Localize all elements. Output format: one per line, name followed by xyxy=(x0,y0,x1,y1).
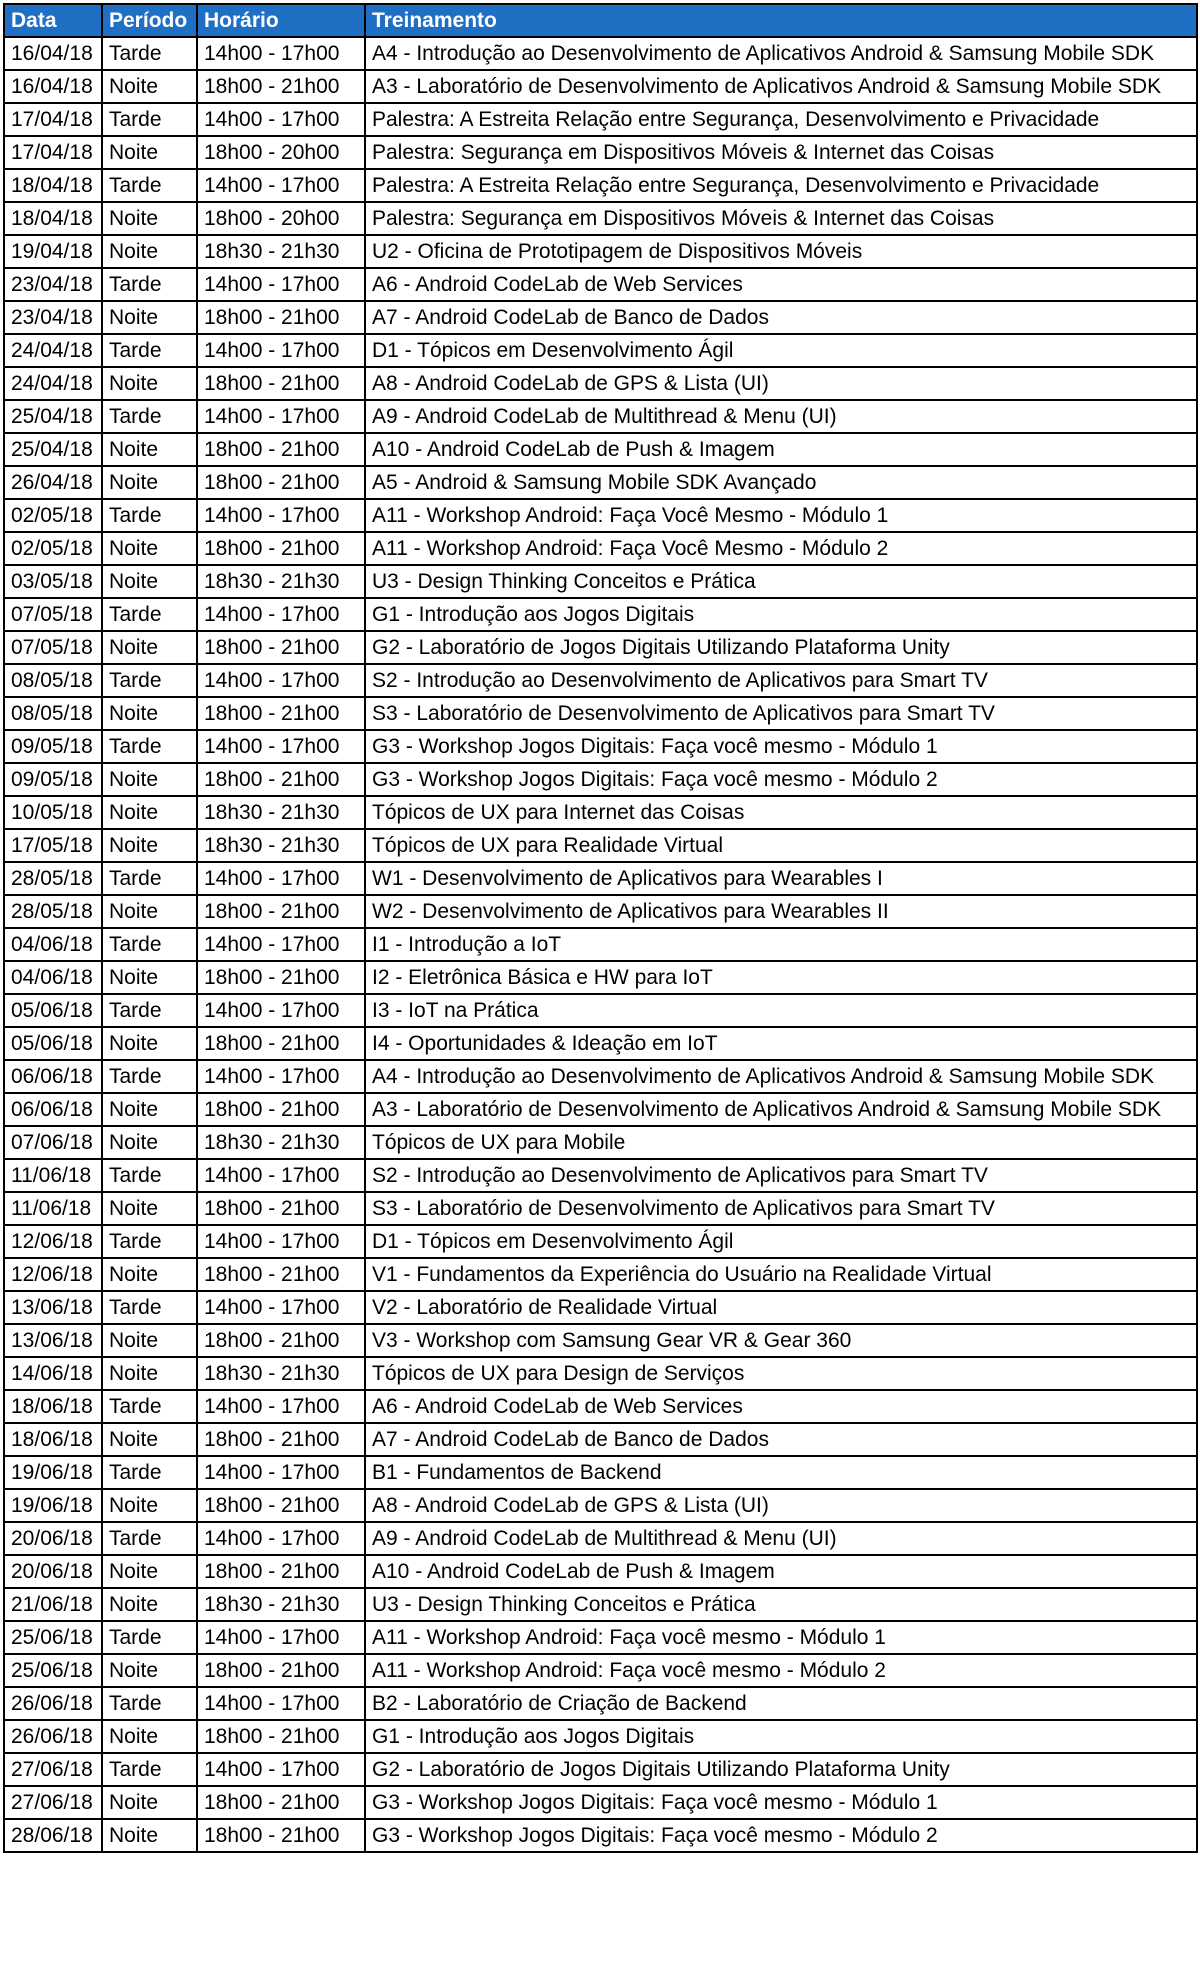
cell-time: 18h00 - 21h00 xyxy=(197,1027,365,1060)
cell-period: Noite xyxy=(102,433,197,466)
training-schedule-table xyxy=(3,3,1198,1853)
header-row xyxy=(4,4,1197,37)
cell-time: 18h30 - 21h30 xyxy=(197,235,365,268)
table-row xyxy=(4,1324,1197,1357)
table-row xyxy=(4,961,1197,994)
cell-date: 04/06/18 xyxy=(4,928,102,961)
cell-date: 28/05/18 xyxy=(4,895,102,928)
cell-time: 14h00 - 17h00 xyxy=(197,862,365,895)
cell-training: I4 - Oportunidades & Ideação em IoT xyxy=(365,1027,1197,1060)
cell-time: 18h00 - 21h00 xyxy=(197,763,365,796)
cell-training: V3 - Workshop com Samsung Gear VR & Gear 360 xyxy=(365,1324,1197,1357)
table-row xyxy=(4,1654,1197,1687)
cell-time: 14h00 - 17h00 xyxy=(197,1225,365,1258)
cell-period: Tarde xyxy=(102,1060,197,1093)
cell-time: 18h00 - 21h00 xyxy=(197,1192,365,1225)
cell-date: 06/06/18 xyxy=(4,1093,102,1126)
cell-period: Noite xyxy=(102,697,197,730)
cell-date: 25/04/18 xyxy=(4,400,102,433)
table-row xyxy=(4,598,1197,631)
table-row xyxy=(4,1060,1197,1093)
cell-training: Tópicos de UX para Mobile xyxy=(365,1126,1197,1159)
cell-training: G2 - Laboratório de Jogos Digitais Utilizando Plataforma Unity xyxy=(365,631,1197,664)
cell-time: 18h00 - 21h00 xyxy=(197,367,365,400)
cell-time: 18h00 - 21h00 xyxy=(197,1423,365,1456)
cell-date: 16/04/18 xyxy=(4,70,102,103)
table-row xyxy=(4,1819,1197,1852)
cell-date: 08/05/18 xyxy=(4,697,102,730)
cell-time: 18h00 - 21h00 xyxy=(197,1654,365,1687)
cell-time: 14h00 - 17h00 xyxy=(197,334,365,367)
cell-training: D1 - Tópicos em Desenvolvimento Ágil xyxy=(365,334,1197,367)
table-row xyxy=(4,763,1197,796)
cell-time: 18h00 - 21h00 xyxy=(197,433,365,466)
cell-period: Noite xyxy=(102,202,197,235)
table-row xyxy=(4,1291,1197,1324)
cell-training: A10 - Android CodeLab de Push & Imagem xyxy=(365,433,1197,466)
cell-training: B2 - Laboratório de Criação de Backend xyxy=(365,1687,1197,1720)
cell-period: Noite xyxy=(102,895,197,928)
table-row xyxy=(4,532,1197,565)
table-row xyxy=(4,1093,1197,1126)
cell-date: 25/04/18 xyxy=(4,433,102,466)
table-row xyxy=(4,1258,1197,1291)
cell-period: Noite xyxy=(102,70,197,103)
cell-training: G1 - Introdução aos Jogos Digitais xyxy=(365,598,1197,631)
cell-training: A7 - Android CodeLab de Banco de Dados xyxy=(365,301,1197,334)
table-row xyxy=(4,202,1197,235)
cell-time: 18h00 - 21h00 xyxy=(197,961,365,994)
cell-time: 14h00 - 17h00 xyxy=(197,103,365,136)
cell-period: Noite xyxy=(102,136,197,169)
cell-date: 09/05/18 xyxy=(4,763,102,796)
cell-period: Noite xyxy=(102,1720,197,1753)
cell-date: 07/06/18 xyxy=(4,1126,102,1159)
cell-period: Tarde xyxy=(102,268,197,301)
cell-time: 18h00 - 21h00 xyxy=(197,1258,365,1291)
table-row xyxy=(4,928,1197,961)
cell-date: 24/04/18 xyxy=(4,334,102,367)
cell-time: 14h00 - 17h00 xyxy=(197,1390,365,1423)
cell-period: Noite xyxy=(102,1093,197,1126)
cell-time: 14h00 - 17h00 xyxy=(197,1159,365,1192)
cell-training: G3 - Workshop Jogos Digitais: Faça você mesmo - Módulo 1 xyxy=(365,730,1197,763)
cell-training: V1 - Fundamentos da Experiência do Usuário na Realidade Virtual xyxy=(365,1258,1197,1291)
table-row xyxy=(4,103,1197,136)
cell-date: 11/06/18 xyxy=(4,1192,102,1225)
cell-date: 18/06/18 xyxy=(4,1390,102,1423)
cell-training: A4 - Introdução ao Desenvolvimento de Aplicativos Android & Samsung Mobile SDK xyxy=(365,37,1197,70)
cell-date: 26/06/18 xyxy=(4,1720,102,1753)
table-row xyxy=(4,268,1197,301)
cell-date: 09/05/18 xyxy=(4,730,102,763)
cell-period: Noite xyxy=(102,1555,197,1588)
cell-period: Noite xyxy=(102,1027,197,1060)
cell-date: 19/04/18 xyxy=(4,235,102,268)
cell-period: Tarde xyxy=(102,928,197,961)
cell-time: 14h00 - 17h00 xyxy=(197,1753,365,1786)
table-row xyxy=(4,1456,1197,1489)
cell-time: 18h30 - 21h30 xyxy=(197,796,365,829)
cell-period: Tarde xyxy=(102,334,197,367)
cell-training: A3 - Laboratório de Desenvolvimento de Aplicativos Android & Samsung Mobile SDK xyxy=(365,70,1197,103)
table-row xyxy=(4,1192,1197,1225)
cell-period: Noite xyxy=(102,1423,197,1456)
cell-period: Tarde xyxy=(102,1522,197,1555)
table-row xyxy=(4,862,1197,895)
cell-time: 18h00 - 21h00 xyxy=(197,1720,365,1753)
cell-training: S3 - Laboratório de Desenvolvimento de Aplicativos para Smart TV xyxy=(365,697,1197,730)
cell-date: 19/06/18 xyxy=(4,1489,102,1522)
cell-training: U3 - Design Thinking Conceitos e Prática xyxy=(365,565,1197,598)
cell-time: 18h00 - 21h00 xyxy=(197,1555,365,1588)
cell-date: 18/04/18 xyxy=(4,169,102,202)
cell-training: I3 - IoT na Prática xyxy=(365,994,1197,1027)
cell-training: A10 - Android CodeLab de Push & Imagem xyxy=(365,1555,1197,1588)
cell-date: 04/06/18 xyxy=(4,961,102,994)
cell-date: 02/05/18 xyxy=(4,499,102,532)
table-body xyxy=(4,37,1197,1852)
cell-time: 14h00 - 17h00 xyxy=(197,1687,365,1720)
column-header-date: Data xyxy=(4,4,102,37)
cell-period: Noite xyxy=(102,1324,197,1357)
cell-period: Noite xyxy=(102,1489,197,1522)
table-row xyxy=(4,169,1197,202)
cell-time: 14h00 - 17h00 xyxy=(197,730,365,763)
cell-date: 25/06/18 xyxy=(4,1654,102,1687)
cell-period: Noite xyxy=(102,961,197,994)
table-row xyxy=(4,565,1197,598)
cell-period: Tarde xyxy=(102,994,197,1027)
cell-period: Noite xyxy=(102,1654,197,1687)
cell-time: 14h00 - 17h00 xyxy=(197,1621,365,1654)
cell-period: Noite xyxy=(102,1357,197,1390)
table-row xyxy=(4,994,1197,1027)
table-row xyxy=(4,1621,1197,1654)
cell-time: 14h00 - 17h00 xyxy=(197,499,365,532)
cell-date: 16/04/18 xyxy=(4,37,102,70)
cell-time: 18h00 - 21h00 xyxy=(197,532,365,565)
cell-date: 28/05/18 xyxy=(4,862,102,895)
cell-time: 14h00 - 17h00 xyxy=(197,598,365,631)
cell-training: Palestra: A Estreita Relação entre Segurança, Desenvolvimento e Privacidade xyxy=(365,169,1197,202)
cell-training: Palestra: Segurança em Dispositivos Móveis & Internet das Coisas xyxy=(365,136,1197,169)
cell-time: 14h00 - 17h00 xyxy=(197,1060,365,1093)
cell-time: 14h00 - 17h00 xyxy=(197,928,365,961)
cell-date: 10/05/18 xyxy=(4,796,102,829)
cell-training: A11 - Workshop Android: Faça Você Mesmo - Módulo 1 xyxy=(365,499,1197,532)
cell-training: G2 - Laboratório de Jogos Digitais Utilizando Plataforma Unity xyxy=(365,1753,1197,1786)
cell-training: A8 - Android CodeLab de GPS & Lista (UI) xyxy=(365,1489,1197,1522)
table-row xyxy=(4,895,1197,928)
cell-date: 18/04/18 xyxy=(4,202,102,235)
cell-training: B1 - Fundamentos de Backend xyxy=(365,1456,1197,1489)
cell-training: A11 - Workshop Android: Faça você mesmo - Módulo 1 xyxy=(365,1621,1197,1654)
table-row xyxy=(4,829,1197,862)
cell-date: 12/06/18 xyxy=(4,1225,102,1258)
cell-training: Tópicos de UX para Internet das Coisas xyxy=(365,796,1197,829)
cell-training: S2 - Introdução ao Desenvolvimento de Aplicativos para Smart TV xyxy=(365,664,1197,697)
cell-time: 18h30 - 21h30 xyxy=(197,1126,365,1159)
cell-period: Noite xyxy=(102,763,197,796)
cell-period: Tarde xyxy=(102,1225,197,1258)
table-row xyxy=(4,1522,1197,1555)
cell-training: W1 - Desenvolvimento de Aplicativos para Wearables I xyxy=(365,862,1197,895)
cell-time: 14h00 - 17h00 xyxy=(197,400,365,433)
cell-training: A8 - Android CodeLab de GPS & Lista (UI) xyxy=(365,367,1197,400)
cell-training: A4 - Introdução ao Desenvolvimento de Aplicativos Android & Samsung Mobile SDK xyxy=(365,1060,1197,1093)
cell-period: Noite xyxy=(102,367,197,400)
cell-date: 05/06/18 xyxy=(4,994,102,1027)
cell-period: Tarde xyxy=(102,103,197,136)
cell-training: D1 - Tópicos em Desenvolvimento Ágil xyxy=(365,1225,1197,1258)
cell-period: Tarde xyxy=(102,169,197,202)
cell-period: Noite xyxy=(102,1819,197,1852)
cell-period: Noite xyxy=(102,1126,197,1159)
cell-date: 24/04/18 xyxy=(4,367,102,400)
cell-date: 21/06/18 xyxy=(4,1588,102,1621)
table-row xyxy=(4,1126,1197,1159)
table-row xyxy=(4,1159,1197,1192)
cell-period: Tarde xyxy=(102,1390,197,1423)
cell-date: 05/06/18 xyxy=(4,1027,102,1060)
cell-period: Noite xyxy=(102,532,197,565)
cell-time: 18h00 - 21h00 xyxy=(197,631,365,664)
cell-training: A6 - Android CodeLab de Web Services xyxy=(365,1390,1197,1423)
table-row xyxy=(4,796,1197,829)
cell-training: I1 - Introdução a IoT xyxy=(365,928,1197,961)
cell-period: Tarde xyxy=(102,598,197,631)
cell-date: 12/06/18 xyxy=(4,1258,102,1291)
cell-training: A6 - Android CodeLab de Web Services xyxy=(365,268,1197,301)
cell-period: Noite xyxy=(102,1258,197,1291)
cell-training: G1 - Introdução aos Jogos Digitais xyxy=(365,1720,1197,1753)
cell-period: Tarde xyxy=(102,1456,197,1489)
table-row xyxy=(4,730,1197,763)
cell-time: 18h00 - 21h00 xyxy=(197,1489,365,1522)
cell-date: 13/06/18 xyxy=(4,1324,102,1357)
cell-time: 18h30 - 21h30 xyxy=(197,1588,365,1621)
cell-date: 26/04/18 xyxy=(4,466,102,499)
cell-date: 20/06/18 xyxy=(4,1522,102,1555)
cell-date: 07/05/18 xyxy=(4,598,102,631)
table-row xyxy=(4,499,1197,532)
cell-date: 26/06/18 xyxy=(4,1687,102,1720)
table-row xyxy=(4,334,1197,367)
cell-date: 06/06/18 xyxy=(4,1060,102,1093)
cell-period: Tarde xyxy=(102,862,197,895)
cell-time: 18h00 - 21h00 xyxy=(197,1819,365,1852)
cell-period: Noite xyxy=(102,796,197,829)
table-row xyxy=(4,466,1197,499)
cell-training: A3 - Laboratório de Desenvolvimento de Aplicativos Android & Samsung Mobile SDK xyxy=(365,1093,1197,1126)
cell-time: 14h00 - 17h00 xyxy=(197,1291,365,1324)
cell-period: Noite xyxy=(102,466,197,499)
cell-training: A7 - Android CodeLab de Banco de Dados xyxy=(365,1423,1197,1456)
cell-training: U2 - Oficina de Prototipagem de Dispositivos Móveis xyxy=(365,235,1197,268)
cell-period: Noite xyxy=(102,565,197,598)
cell-date: 11/06/18 xyxy=(4,1159,102,1192)
cell-date: 23/04/18 xyxy=(4,301,102,334)
table-row xyxy=(4,1720,1197,1753)
cell-training: A9 - Android CodeLab de Multithread & Menu (UI) xyxy=(365,400,1197,433)
table-row xyxy=(4,631,1197,664)
cell-training: S3 - Laboratório de Desenvolvimento de Aplicativos para Smart TV xyxy=(365,1192,1197,1225)
cell-time: 14h00 - 17h00 xyxy=(197,37,365,70)
table-row xyxy=(4,136,1197,169)
cell-time: 18h00 - 21h00 xyxy=(197,466,365,499)
cell-period: Tarde xyxy=(102,1753,197,1786)
cell-training: G3 - Workshop Jogos Digitais: Faça você mesmo - Módulo 2 xyxy=(365,1819,1197,1852)
cell-time: 18h30 - 21h30 xyxy=(197,1357,365,1390)
cell-date: 17/04/18 xyxy=(4,103,102,136)
cell-training: Palestra: Segurança em Dispositivos Móveis & Internet das Coisas xyxy=(365,202,1197,235)
cell-time: 14h00 - 17h00 xyxy=(197,1522,365,1555)
cell-training: G3 - Workshop Jogos Digitais: Faça você mesmo - Módulo 2 xyxy=(365,763,1197,796)
cell-time: 18h30 - 21h30 xyxy=(197,829,365,862)
column-header-training: Treinamento xyxy=(365,4,1197,37)
cell-time: 18h00 - 21h00 xyxy=(197,1786,365,1819)
column-header-time: Horário xyxy=(197,4,365,37)
table-row xyxy=(4,1027,1197,1060)
cell-date: 14/06/18 xyxy=(4,1357,102,1390)
cell-period: Tarde xyxy=(102,499,197,532)
cell-time: 18h00 - 20h00 xyxy=(197,136,365,169)
cell-training: A9 - Android CodeLab de Multithread & Menu (UI) xyxy=(365,1522,1197,1555)
cell-training: A5 - Android & Samsung Mobile SDK Avançado xyxy=(365,466,1197,499)
table-row xyxy=(4,1489,1197,1522)
table-row xyxy=(4,301,1197,334)
cell-date: 20/06/18 xyxy=(4,1555,102,1588)
table-row xyxy=(4,697,1197,730)
cell-date: 27/06/18 xyxy=(4,1753,102,1786)
cell-date: 25/06/18 xyxy=(4,1621,102,1654)
table-row xyxy=(4,37,1197,70)
cell-time: 14h00 - 17h00 xyxy=(197,1456,365,1489)
table-row xyxy=(4,1588,1197,1621)
cell-time: 14h00 - 17h00 xyxy=(197,994,365,1027)
cell-period: Tarde xyxy=(102,37,197,70)
table-row xyxy=(4,1555,1197,1588)
table-row xyxy=(4,1423,1197,1456)
cell-date: 28/06/18 xyxy=(4,1819,102,1852)
cell-period: Tarde xyxy=(102,1621,197,1654)
cell-period: Tarde xyxy=(102,1687,197,1720)
cell-date: 02/05/18 xyxy=(4,532,102,565)
cell-date: 19/06/18 xyxy=(4,1456,102,1489)
table-row xyxy=(4,433,1197,466)
cell-training: Tópicos de UX para Realidade Virtual xyxy=(365,829,1197,862)
cell-time: 18h00 - 21h00 xyxy=(197,1093,365,1126)
table-row xyxy=(4,1390,1197,1423)
cell-time: 14h00 - 17h00 xyxy=(197,664,365,697)
cell-period: Tarde xyxy=(102,730,197,763)
cell-training: G3 - Workshop Jogos Digitais: Faça você mesmo - Módulo 1 xyxy=(365,1786,1197,1819)
table-row xyxy=(4,235,1197,268)
table-row xyxy=(4,1753,1197,1786)
cell-training: V2 - Laboratório de Realidade Virtual xyxy=(365,1291,1197,1324)
cell-time: 18h00 - 21h00 xyxy=(197,1324,365,1357)
cell-date: 27/06/18 xyxy=(4,1786,102,1819)
cell-training: S2 - Introdução ao Desenvolvimento de Aplicativos para Smart TV xyxy=(365,1159,1197,1192)
cell-date: 07/05/18 xyxy=(4,631,102,664)
cell-period: Tarde xyxy=(102,664,197,697)
cell-period: Noite xyxy=(102,1192,197,1225)
cell-date: 17/04/18 xyxy=(4,136,102,169)
table-row xyxy=(4,1357,1197,1390)
table-row xyxy=(4,1687,1197,1720)
table-row xyxy=(4,1786,1197,1819)
column-header-period: Período xyxy=(102,4,197,37)
table-header xyxy=(4,4,1197,37)
cell-time: 18h00 - 21h00 xyxy=(197,301,365,334)
cell-date: 03/05/18 xyxy=(4,565,102,598)
cell-period: Tarde xyxy=(102,1159,197,1192)
cell-time: 18h00 - 21h00 xyxy=(197,70,365,103)
cell-time: 18h00 - 21h00 xyxy=(197,895,365,928)
cell-period: Noite xyxy=(102,235,197,268)
cell-date: 17/05/18 xyxy=(4,829,102,862)
cell-period: Noite xyxy=(102,1786,197,1819)
cell-date: 13/06/18 xyxy=(4,1291,102,1324)
cell-period: Tarde xyxy=(102,400,197,433)
cell-training: A11 - Workshop Android: Faça Você Mesmo - Módulo 2 xyxy=(365,532,1197,565)
cell-time: 14h00 - 17h00 xyxy=(197,169,365,202)
cell-time: 18h30 - 21h30 xyxy=(197,565,365,598)
cell-time: 14h00 - 17h00 xyxy=(197,268,365,301)
cell-period: Noite xyxy=(102,631,197,664)
table-row xyxy=(4,1225,1197,1258)
table-row xyxy=(4,70,1197,103)
cell-training: W2 - Desenvolvimento de Aplicativos para Wearables II xyxy=(365,895,1197,928)
cell-date: 08/05/18 xyxy=(4,664,102,697)
cell-time: 18h00 - 20h00 xyxy=(197,202,365,235)
cell-training: Tópicos de UX para Design de Serviços xyxy=(365,1357,1197,1390)
cell-period: Noite xyxy=(102,1588,197,1621)
table-row xyxy=(4,400,1197,433)
table-row xyxy=(4,664,1197,697)
cell-period: Tarde xyxy=(102,1291,197,1324)
cell-period: Noite xyxy=(102,301,197,334)
table-row xyxy=(4,367,1197,400)
cell-time: 18h00 - 21h00 xyxy=(197,697,365,730)
cell-training: Palestra: A Estreita Relação entre Segurança, Desenvolvimento e Privacidade xyxy=(365,103,1197,136)
cell-date: 18/06/18 xyxy=(4,1423,102,1456)
cell-period: Noite xyxy=(102,829,197,862)
cell-training: A11 - Workshop Android: Faça você mesmo - Módulo 2 xyxy=(365,1654,1197,1687)
cell-date: 23/04/18 xyxy=(4,268,102,301)
cell-training: I2 - Eletrônica Básica e HW para IoT xyxy=(365,961,1197,994)
cell-training: U3 - Design Thinking Conceitos e Prática xyxy=(365,1588,1197,1621)
